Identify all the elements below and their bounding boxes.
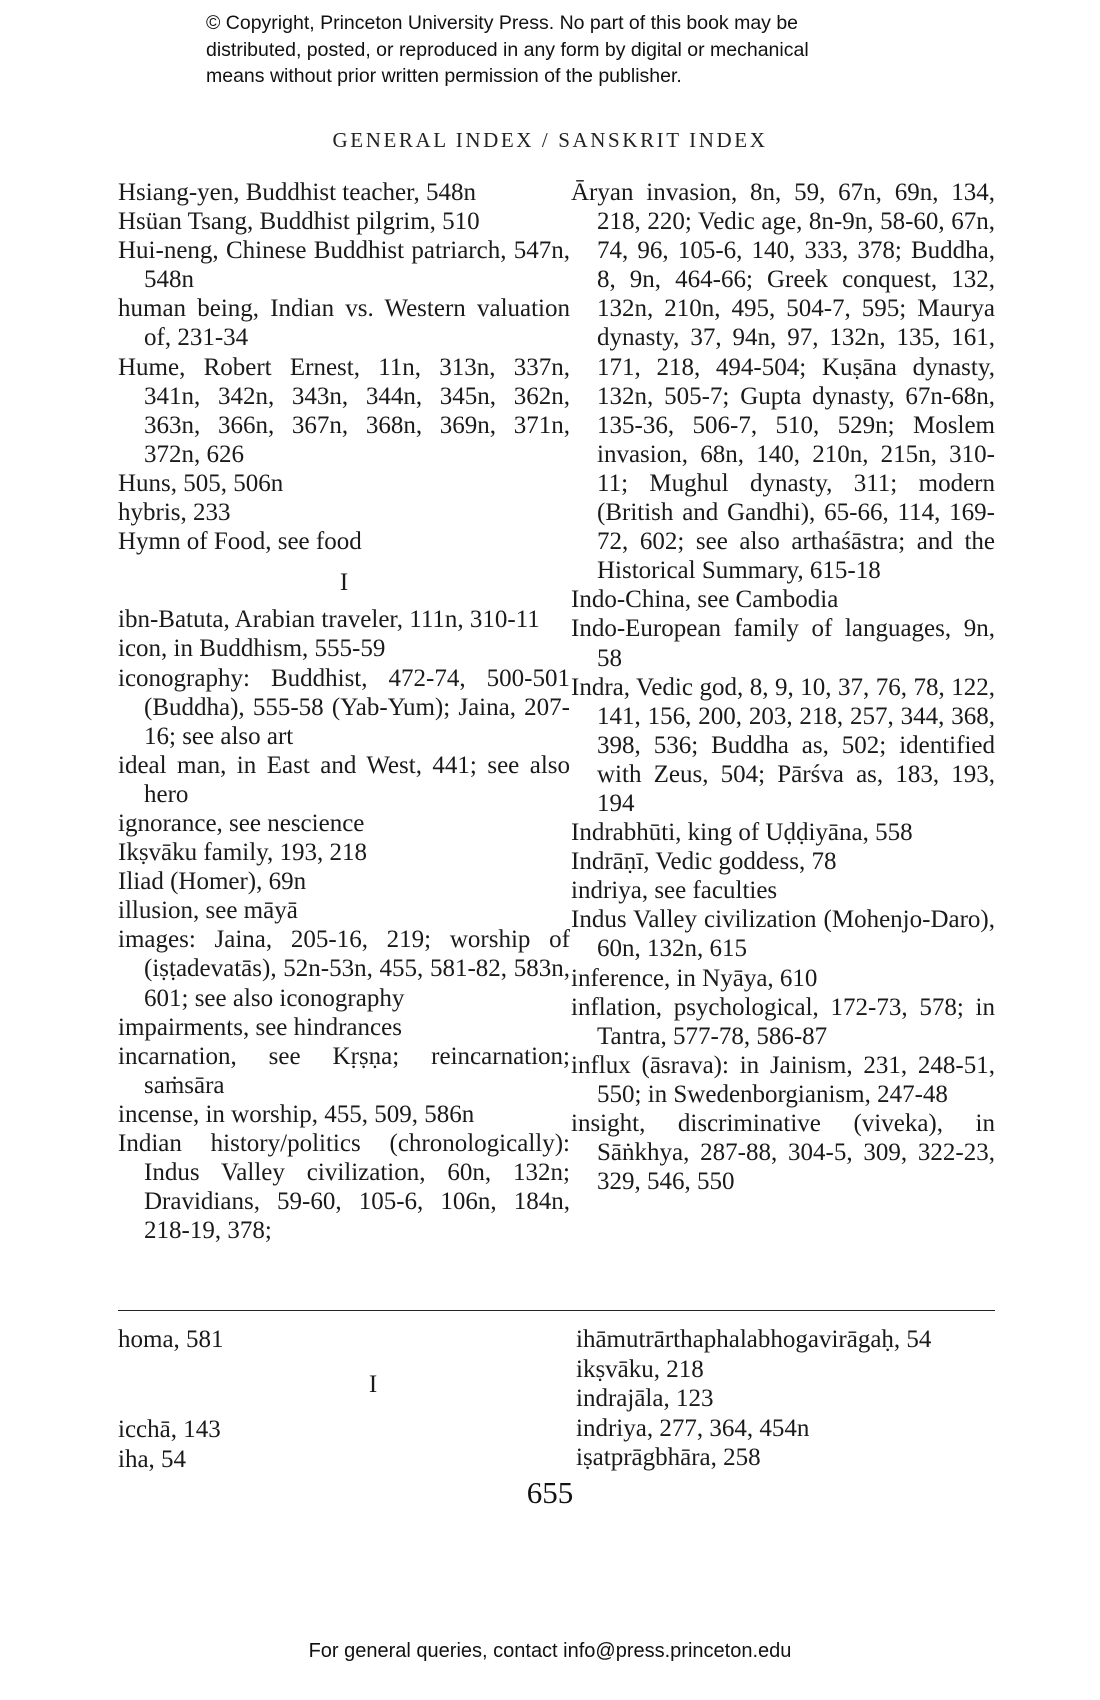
index-entry: Huns, 505, 506n	[118, 469, 284, 497]
sanskrit-index-right-column	[576, 1325, 1000, 1473]
index-entry: influx (āsrava): in Jainism, 231, 248-51, 550; in Swedenborgianism, 247-48	[571, 1051, 995, 1108]
general-index-left-column	[118, 178, 570, 1245]
sanskrit-entry: homa, 581	[118, 1326, 224, 1353]
index-entry: inference, in Nyāya, 610	[571, 964, 818, 992]
index-entry: iconography: Buddhist, 472-74, 500-501 (Buddha), 555-58 (Yab-Yum); Jaina, 207-16; see also art	[118, 664, 570, 750]
index-entry: ideal man, in East and West, 441; see also hero	[118, 751, 570, 808]
page-number: 655	[526, 1475, 574, 1510]
running-head: GENERAL INDEX / SANSKRIT INDEX	[332, 128, 768, 152]
index-entry: Ikṣvāku family, 193, 218	[118, 839, 368, 867]
index-entry: Hsiang-yen, Buddhist teacher, 548n	[118, 179, 476, 206]
index-entry: Indra, Vedic god, 8, 9, 10, 37, 76, 78, 122, 141, 156, 200, 203, 218, 257, 344, 368, 398, 536; Buddha as, 502; identified with Zeus, 504; Pārśva as, 183, 193, 194	[571, 673, 995, 817]
copyright-notice	[206, 10, 926, 90]
index-entry: inflation, psychological, 172-73, 578; in Tantra, 577-78, 586-87	[571, 993, 995, 1050]
sanskrit-entry: ikṣvāku, 218	[576, 1355, 704, 1383]
copyright-line: © Copyright, Princeton University Press. No part of this book may be	[206, 12, 799, 34]
index-entry: Hui-neng, Chinese Buddhist patriarch, 547n, 548n	[118, 237, 570, 294]
index-entry: Indo-European family of languages, 9n, 58	[571, 615, 995, 672]
sanskrit-entry: indrajāla, 123	[576, 1385, 714, 1412]
index-entry: Indian history/politics (chronologically): Indus Valley civilization, 60n, 132n; Dravidians, 59-60, 105-6, 106n, 184n, 218-19, 378;	[118, 1130, 570, 1245]
section-divider	[118, 1310, 995, 1311]
index-entry: Āryan invasion, 8n, 59, 67n, 69n, 134, 218, 220; Vedic age, 8n-9n, 58-60, 67n, 74, 96, 105-6, 140, 333, 378; Buddha, 8, 9n, 464-66; Greek conquest, 132, 132n, 210n, 495, 504-7, 595; Maurya dynasty, 37, 94n, 97, 132n, 135, 161, 171, 218, 494-504; Kuṣāna dynasty, 132n, 505-7; Gupta dynasty, 67n-68n, 135-36, 506-7, 510, 529n; Moslem invasion, 68n, 140, 210n, 215n, 310-11; Mughul dynasty, 311; modern (British and Gandhi), 65-66, 114, 169-72, 602; see also arthaśāstra; and the Historical Summary, 615-18	[571, 179, 995, 585]
index-entry: Indus Valley civilization (Mohenjo-Daro), 60n, 132n, 615	[571, 906, 995, 963]
sanskrit-entry: ihāmutrārthaphalabhogavirāgaḥ, 54	[576, 1326, 932, 1353]
section-letter: I	[339, 569, 349, 597]
index-entry: Hymn of Food, see food	[118, 528, 362, 556]
sanskrit-entry: iṣatprāgbhāra, 258	[576, 1444, 761, 1471]
index-entry: human being, Indian vs. Western valuation of, 231-34	[118, 295, 570, 352]
index-entry: ibn-Batuta, Arabian traveler, 111n, 310-11	[118, 606, 540, 634]
sanskrit-entry: icchā, 143	[118, 1416, 221, 1443]
sanskrit-entry: iha, 54	[118, 1445, 187, 1473]
index-entry: Indrāṇī, Vedic goddess, 78	[571, 848, 837, 876]
copyright-line: distributed, posted, or reproduced in any form by digital or mechanical	[206, 38, 809, 61]
index-entry: insight, discriminative (viveka), in Sāṅkhya, 287-88, 304-5, 309, 322-23, 329, 546, 550	[571, 1110, 995, 1196]
index-entry: indriya, see faculties	[571, 877, 778, 905]
general-index-right-column	[571, 178, 995, 1196]
index-entry: Hume, Robert Ernest, 11n, 313n, 337n, 341n, 342n, 343n, 344n, 345n, 362n, 363n, 366n, 367n, 368n, 369n, 371n, 372n, 626	[118, 353, 570, 468]
footer-contact: For general queries, contact info@press.princeton.edu	[308, 1640, 792, 1662]
index-entry: Indo-China, see Cambodia	[571, 586, 839, 614]
index-entry: images: Jaina, 205-16, 219; worship of (iṣṭadevatās), 52n-53n, 455, 581-82, 583n, 601; see also iconography	[118, 926, 570, 1012]
section-letter: I	[368, 1370, 378, 1398]
index-entry: hybris, 233	[118, 499, 231, 527]
index-entry: Iliad (Homer), 69n	[118, 868, 307, 896]
index-entry: incense, in worship, 455, 509, 586n	[118, 1100, 475, 1128]
index-entry: icon, in Buddhism, 555-59	[118, 635, 386, 663]
sanskrit-index-left-column	[118, 1325, 558, 1474]
index-entry: Indrabhūti, king of Uḍḍiyāna, 558	[571, 819, 913, 847]
index-entry: Hsüan Tsang, Buddhist pilgrim, 510	[118, 208, 480, 236]
index-entry: incarnation, see Kṛṣṇa; reincarnation; saṁsāra	[118, 1042, 570, 1099]
copyright-line: means without prior written permission of the publisher.	[206, 65, 682, 87]
index-entry: ignorance, see nescience	[118, 809, 365, 837]
index-entry: impairments, see hindrances	[118, 1013, 402, 1041]
sanskrit-entry: indriya, 277, 364, 454n	[576, 1414, 810, 1442]
index-entry: illusion, see māyā	[118, 897, 298, 925]
